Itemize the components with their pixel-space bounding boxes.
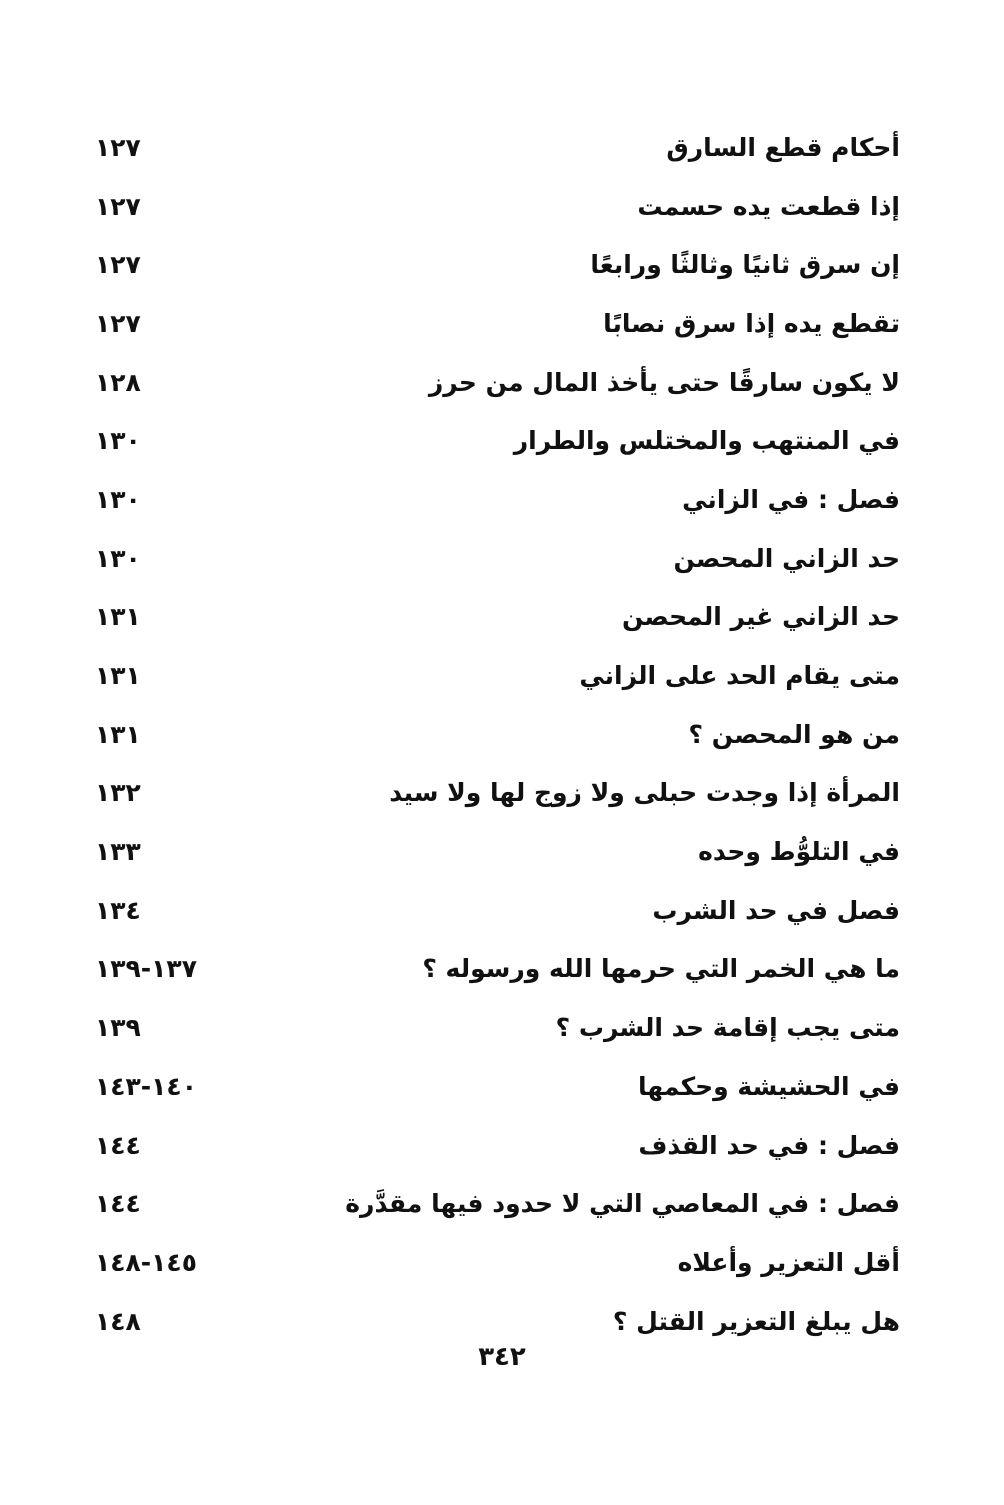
toc-entry: [95, 1233, 900, 1292]
toc-entry: [95, 411, 900, 470]
toc-entry-title: إذا قطعت يده حسمت: [637, 191, 900, 221]
toc-entry-title: حد الزاني المحصن: [673, 543, 900, 573]
toc-entry-title: فصل : في المعاصي التي لا حدود فيها مقدَّرة: [345, 1189, 900, 1219]
toc-entry-title: إن سرق ثانيًا وثالثًا ورابعًا: [590, 250, 900, 280]
toc-entry-pages: ١٣٠: [95, 426, 141, 456]
toc-entry-pages: ١٣٧-١٣٩: [95, 954, 197, 984]
toc-entry-title: لا يكون سارقًا حتى يأخذ المال من حرز: [428, 367, 900, 397]
toc-entry: [95, 1057, 900, 1116]
page-number: ٣٤٢: [478, 1342, 526, 1372]
toc-entry-pages: ١٢٨: [95, 367, 141, 397]
toc-entry-pages: ١٢٧: [95, 250, 141, 280]
toc-entry-title: أحكام قطع السارق: [666, 132, 900, 162]
toc-entry-pages: ١٢٧: [95, 132, 141, 162]
toc-entry-title: أقل التعزير وأعلاه: [677, 1247, 900, 1277]
toc-entry-title: في المنتهب والمختلس والطرار: [513, 426, 900, 456]
toc-entry: [95, 646, 900, 705]
toc-entry: [95, 177, 900, 236]
toc-entry-title: فصل : في حد القذف: [638, 1130, 900, 1160]
toc-entry-title: متى يقام الحد على الزاني: [579, 661, 900, 691]
toc-entry: [95, 998, 900, 1057]
toc-entry: [95, 1174, 900, 1233]
toc-entry-title: ما هي الخمر التي حرمها الله ورسوله ؟: [422, 954, 900, 984]
toc-entry-title: تقطع يده إذا سرق نصابًا: [603, 308, 900, 338]
toc-entry-title: هل يبلغ التعزير القتل ؟: [612, 1306, 900, 1336]
toc-entry-pages: ١٣٠: [95, 543, 141, 573]
toc-entry-pages: ١٣٤: [95, 895, 141, 925]
toc-entry-title: فصل : في الزاني: [682, 484, 900, 514]
toc-entry: [95, 705, 900, 764]
toc-entry: [95, 822, 900, 881]
toc-entry-pages: ١٣١: [95, 719, 141, 749]
toc-entry-pages: ١٤٤: [95, 1189, 141, 1219]
toc-entry-title: المرأة إذا وجدت حبلى ولا زوج لها ولا سيد: [389, 778, 900, 808]
toc-entry-pages: ١٣١: [95, 602, 141, 632]
toc-entry: [95, 118, 900, 177]
toc-entry-pages: ١٤٠-١٤٣: [95, 1071, 197, 1101]
toc-entry-pages: ١٤٥-١٤٨: [95, 1247, 197, 1277]
toc-entry: [95, 764, 900, 823]
toc-entry-pages: ١٣١: [95, 661, 141, 691]
toc-entry: [95, 353, 900, 412]
toc-entry: [95, 1116, 900, 1175]
toc-entry: [95, 235, 900, 294]
table-of-contents: [95, 118, 900, 1350]
toc-entry-pages: ١٣٠: [95, 484, 141, 514]
toc-entry-pages: ١٤٨: [95, 1306, 141, 1336]
toc-entry-title: متى يجب إقامة حد الشرب ؟: [555, 1013, 900, 1043]
toc-entry-pages: ١٣٩: [95, 1013, 141, 1043]
toc-entry: [95, 881, 900, 940]
toc-entry: [95, 940, 900, 999]
toc-entry-title: فصل في حد الشرب: [652, 895, 900, 925]
toc-entry-title: من هو المحصن ؟: [688, 719, 900, 749]
toc-entry-title: حد الزاني غير المحصن: [621, 602, 900, 632]
toc-entry: [95, 294, 900, 353]
toc-entry: [95, 588, 900, 647]
toc-entry-pages: ١٤٤: [95, 1130, 141, 1160]
toc-entry-pages: ١٢٧: [95, 191, 141, 221]
toc-entry-pages: ١٢٧: [95, 308, 141, 338]
toc-entry-pages: ١٣٢: [95, 778, 141, 808]
toc-entry-title: في الحشيشة وحكمها: [637, 1071, 900, 1101]
toc-entry: [95, 529, 900, 588]
toc-entry-title: في التلوُّط وحده: [698, 837, 900, 867]
toc-entry-pages: ١٣٣: [95, 837, 141, 867]
toc-entry: [95, 470, 900, 529]
